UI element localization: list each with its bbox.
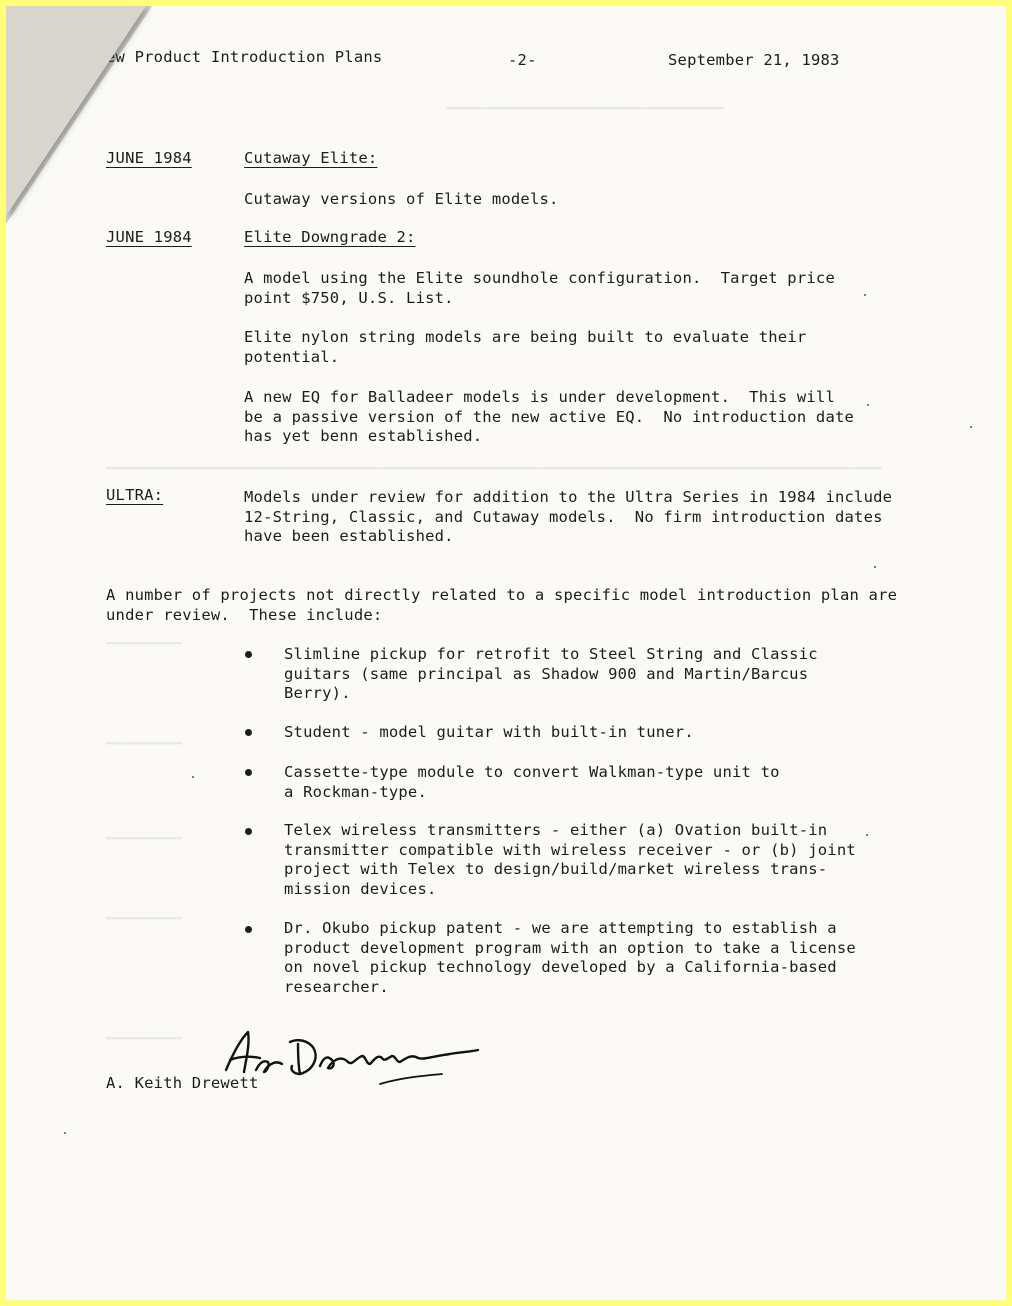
show-through-text: ━━━━━━━━━ — [106, 736, 182, 752]
entry-paragraph: Elite nylon string models are being built to evaluate their potential. — [244, 328, 807, 366]
signature-name: A. Keith Drewett — [106, 1074, 259, 1092]
document-page — [6, 6, 1006, 1300]
show-through-text: ━━━━━━━━━ — [106, 831, 182, 847]
bullet-dot — [245, 651, 252, 658]
show-through-text: ━━━━━━━━━ — [106, 1031, 182, 1047]
entry-paragraph: Models under review for addition to the Ultra Series in 1984 include 12-String, Classic, and Cutaway models. No firm introduction dates have been established. — [244, 488, 893, 545]
paper-speck — [874, 566, 876, 568]
header-title: ew Product Introduction Plans — [106, 48, 383, 66]
entry-title: Elite Downgrade 2: — [244, 228, 416, 246]
handwritten-signature — [220, 1026, 490, 1086]
bullet-dot — [245, 729, 252, 736]
project-item: Cassette-type module to convert Walkman-type unit to a Rockman-type. — [284, 763, 780, 801]
show-through-text: ━━━━━━━━━ — [106, 636, 182, 652]
projects-intro: A number of projects not directly related to a specific model introduction plan are under review. These include: — [106, 586, 898, 624]
entry-paragraph: Cutaway versions of Elite models. — [244, 190, 559, 208]
project-item: Telex wireless transmitters - either (a) Ovation built-in transmitter compatible with wireless receiver - or (b) joint project with Telex to design/build/market wireless trans- mission devices. — [284, 821, 856, 898]
bullet-dot — [245, 828, 252, 835]
entry-date: ULTRA: — [106, 486, 164, 504]
paper-speck — [970, 426, 972, 428]
paper-speck — [864, 294, 866, 296]
project-item: Slimline pickup for retrofit to Steel String and Classic guitars (same principal as Shadow 900 and Martin/Barcus Berry). — [284, 645, 818, 702]
header-date: September 21, 1983 — [668, 51, 840, 69]
entry-paragraph: A new EQ for Balladeer models is under development. This will be a passive version of the new active EQ. No introduction date has yet benn established. — [244, 388, 855, 445]
project-item: Student - model guitar with built-in tuner. — [284, 723, 694, 741]
entry-title: Cutaway Elite: — [244, 149, 378, 167]
paper-speck — [192, 776, 194, 778]
show-through-text: ━━━━━━━━━ — [106, 911, 182, 927]
show-through-text: ━━━━━━━━━━━━━━━━━━━━━━━━━━━━━━━━━━━━━━━━━━━━━━━━━━━━━━━━━━━━━━━━━━━━━━━━━━━━━━━━━━━━━━━━━━━━ — [106, 461, 882, 477]
paper-speck — [866, 834, 868, 836]
entry-paragraph: A model using the Elite soundhole configuration. Target price point $750, U.S. List. — [244, 269, 835, 307]
entry-date: JUNE 1984 — [106, 228, 192, 246]
project-item: Dr. Okubo pickup patent - we are attempting to establish a product development program with an option to take a license on novel pickup technology developed by a California-based researcher. — [284, 919, 856, 996]
bullet-dot — [245, 926, 252, 933]
bullet-dot — [245, 769, 252, 776]
folded-corner — [6, 6, 146, 216]
paper-speck — [867, 404, 869, 406]
paper-speck — [64, 1132, 66, 1134]
page-number: -2- — [508, 51, 537, 69]
show-through-text: ━━━━━━━━━━━━━━━━━━━━━━━━━━━━━━━━━ — [446, 101, 725, 117]
entry-date: JUNE 1984 — [106, 149, 192, 167]
